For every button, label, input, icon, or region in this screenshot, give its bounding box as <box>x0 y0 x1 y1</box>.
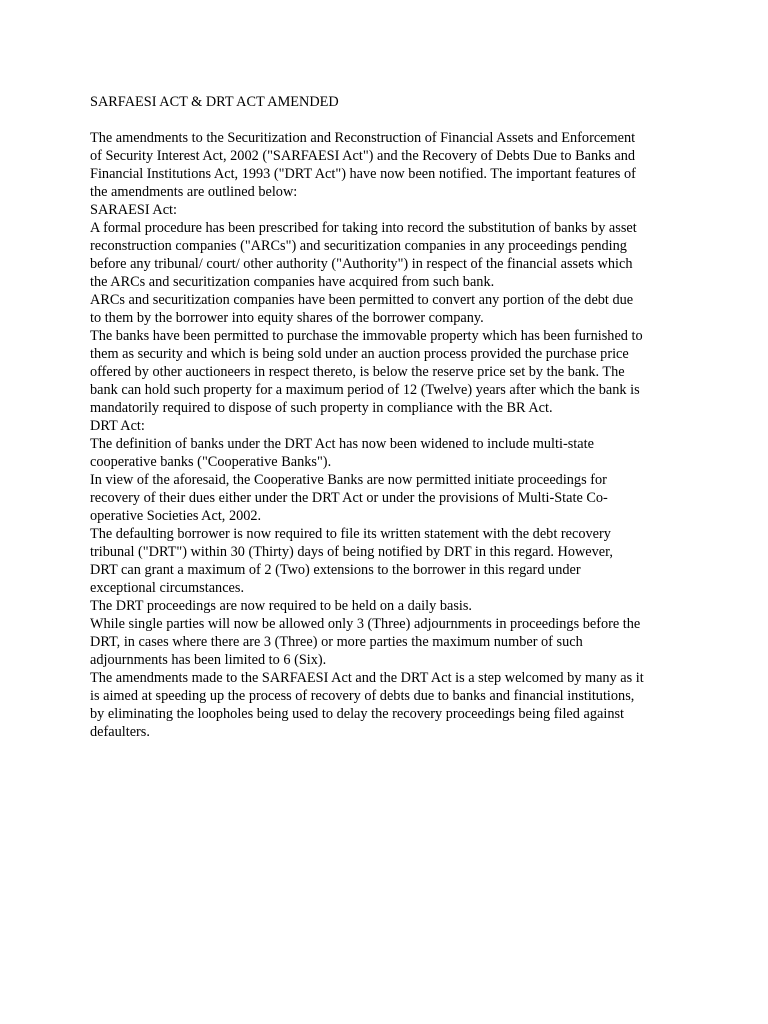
drt-point: In view of the aforesaid, the Cooperative Banks are now permitted initiate proceedings for recovery of their dues either under the DRT Act or under the provisions of Multi-State Co- operative Societies Act, 2002. <box>90 472 608 524</box>
sarfaesi-point: The banks have been permitted to purchase the immovable property which has been furnished to them as security and which is being sold under an auction process provided the purchase price offered by other auctioneers in respect thereto, is below the reserve price set by the bank. The bank can hold such property for a maximum period of 12 (Twelve) years after which the bank is mandatorily required to dispose of such property in compliance with the BR Act. <box>90 328 643 416</box>
drt-point: The defaulting borrower is now required to file its written statement with the debt recovery tribunal ("DRT") within 30 (Thirty) days of being notified by DRT in this regard. However, DRT can grant a maximum of 2 (Two) extensions to the borrower in this regard under exceptional circumstances. <box>90 526 613 596</box>
sarfaesi-point: A formal procedure has been prescribed for taking into record the substitution of banks by asset reconstruction companies ("ARCs") and securitization companies in any proceedings pending before any tribunal/ court/ other authority ("Authority") in respect of the financial assets which the ARCs and securitization companies have acquired from such bank. <box>90 220 637 290</box>
drt-point: While single parties will now be allowed only 3 (Three) adjournments in proceedings before the DRT, in cases where there are 3 (Three) or more parties the maximum number of such adjournments has been limited to 6 (Six). <box>90 616 641 668</box>
sarfaesi-point: ARCs and securitization companies have been permitted to convert any portion of the debt due to them by the borrower into equity shares of the borrower company. <box>90 292 634 326</box>
document-body <box>90 93 680 741</box>
document-title: SARFAESI ACT & DRT ACT AMENDED <box>90 94 339 110</box>
sarfaesi-heading: SARAESI Act: <box>90 202 177 218</box>
drt-point: The definition of banks under the DRT Act has now been widened to include multi-state cooperative banks ("Cooperative Banks"). <box>90 436 594 470</box>
intro-paragraph: The amendments to the Securitization and Reconstruction of Financial Assets and Enforcement of Security Interest Act, 2002 ("SARFAESI Act") and the Recovery of Debts Due to Banks and Financial Institutions Act, 1993 ("DRT Act") have now been notified. The important features of the amendments are outlined below: <box>90 130 636 200</box>
drt-heading: DRT Act: <box>90 418 145 434</box>
conclusion-paragraph: The amendments made to the SARFAESI Act and the DRT Act is a step welcomed by many as it is aimed at speeding up the process of recovery of debts due to banks and financial institutions, by eliminating the loopholes being used to delay the recovery proceedings being filed against defaulters. <box>90 670 644 740</box>
drt-point: The DRT proceedings are now required to be held on a daily basis. <box>90 598 473 614</box>
